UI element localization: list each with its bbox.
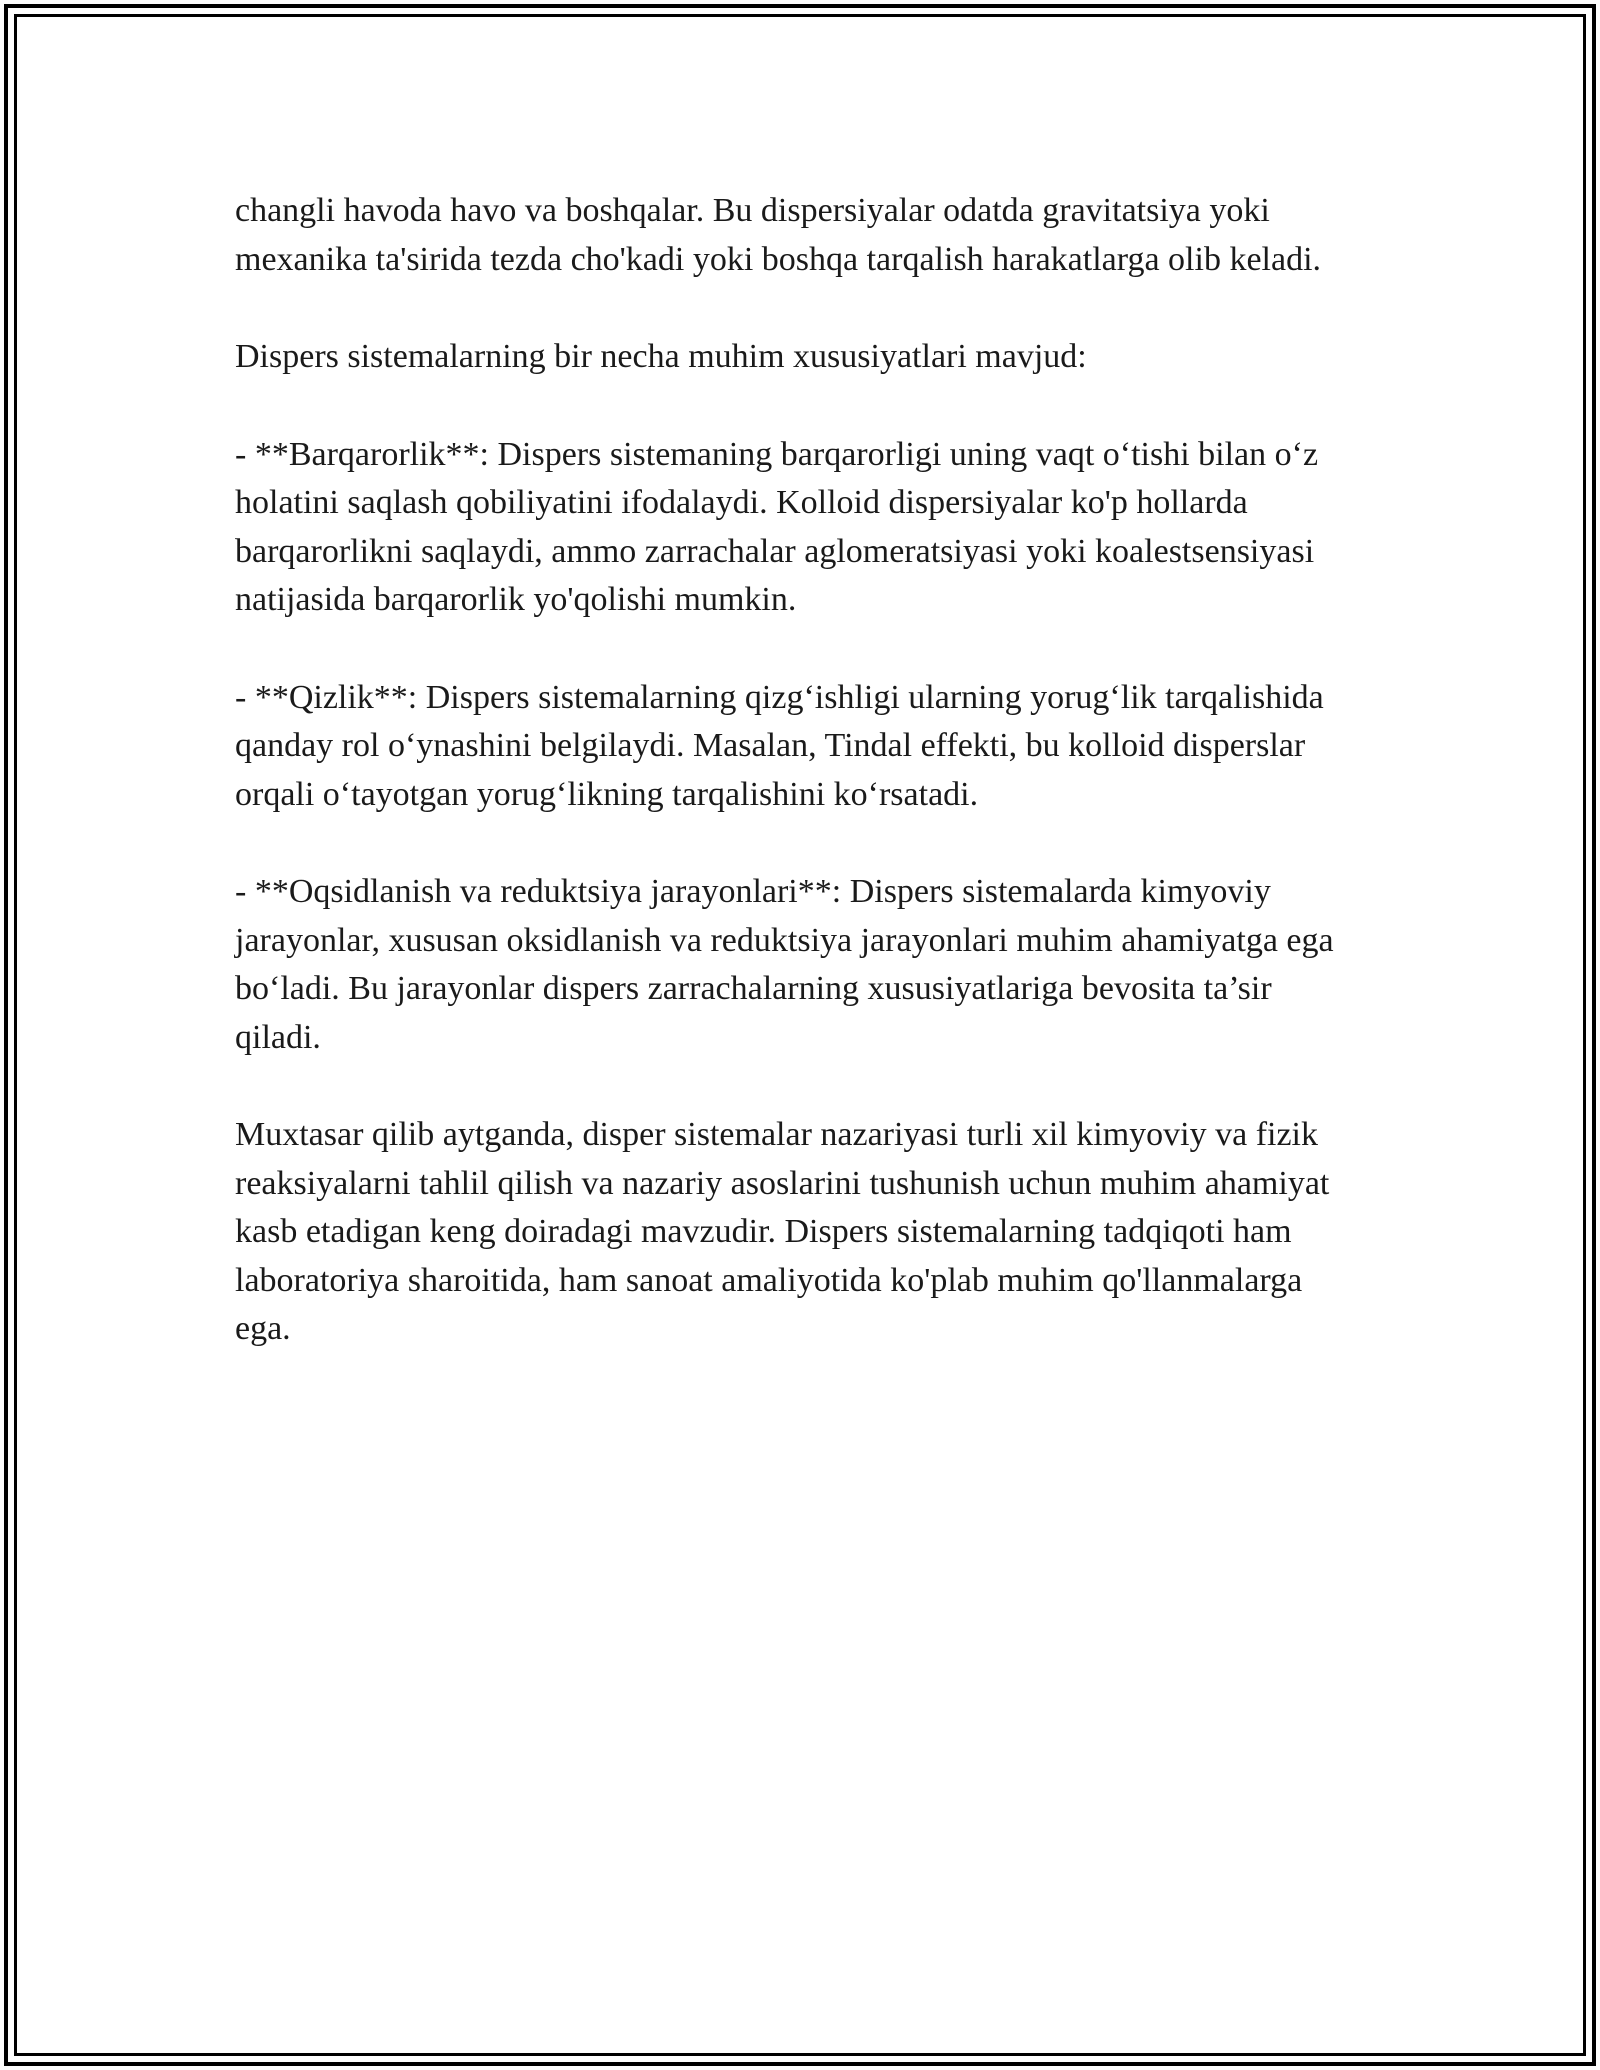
paragraph-conclusion: Muxtasar qilib aytganda, disper sistemalar nazariyasi turli xil kimyoviy va fizik reaksiyalarni tahlil qilish va nazariy asoslarini tushunish uchun muhim ahamiyat kasb etadigan keng doiradagi mavzudir. Dispers sistemalarning tadqiqoti ham laboratoriya sharoitida, ham sanoat amaliyotida ko'plab muhim qo'llanmalarga ega. <box>235 1116 1330 1347</box>
paragraph-color: - **Qizlik**: Dispers sistemalarning qizg‘ishligi ularning yorug‘lik tarqalishida qanday rol o‘ynashini belgilaydi. Masalan, Tindal effekti, bu kolloid disperslar orqali o‘tayotgan yorug‘likning tarqalishini ko‘rsatadi. <box>235 678 1324 813</box>
paragraph-intro-continuation: changli havoda havo va boshqalar. Bu dispersiyalar odatda gravitatsiya yoki mexanika ta'sirida tezda cho'kadi yoki boshqa tarqalish harakatlarga olib keladi. <box>235 192 1322 278</box>
paragraph-redox: - **Oqsidlanish va reduktsiya jarayonlari**: Dispers sistemalarda kimyoviy jarayonlar, xususan oksidlanish va reduktsiya jarayonlari muhim ahamiyatga ega bo‘ladi. Bu jarayonlar dispers zarrachalarning xususiyatlariga bevosita ta’sir qiladi. <box>235 873 1334 1056</box>
document-body <box>235 187 1365 1403</box>
paragraph-stability: - **Barqarorlik**: Dispers sistemaning barqarorligi uning vaqt o‘tishi bilan o‘z holatini saqlash qobiliyatini ifodalaydi. Kolloid dispersiyalar ko'p hollarda barqarorlikni saqlaydi, ammo zarrachalar aglomeratsiyasi yoki koalestsensiyasi natijasida barqarorlik yo'qolishi mumkin. <box>235 435 1319 618</box>
paragraph-properties-heading: Dispers sistemalarning bir necha muhim xususiyatlari mavjud: <box>235 338 1087 375</box>
